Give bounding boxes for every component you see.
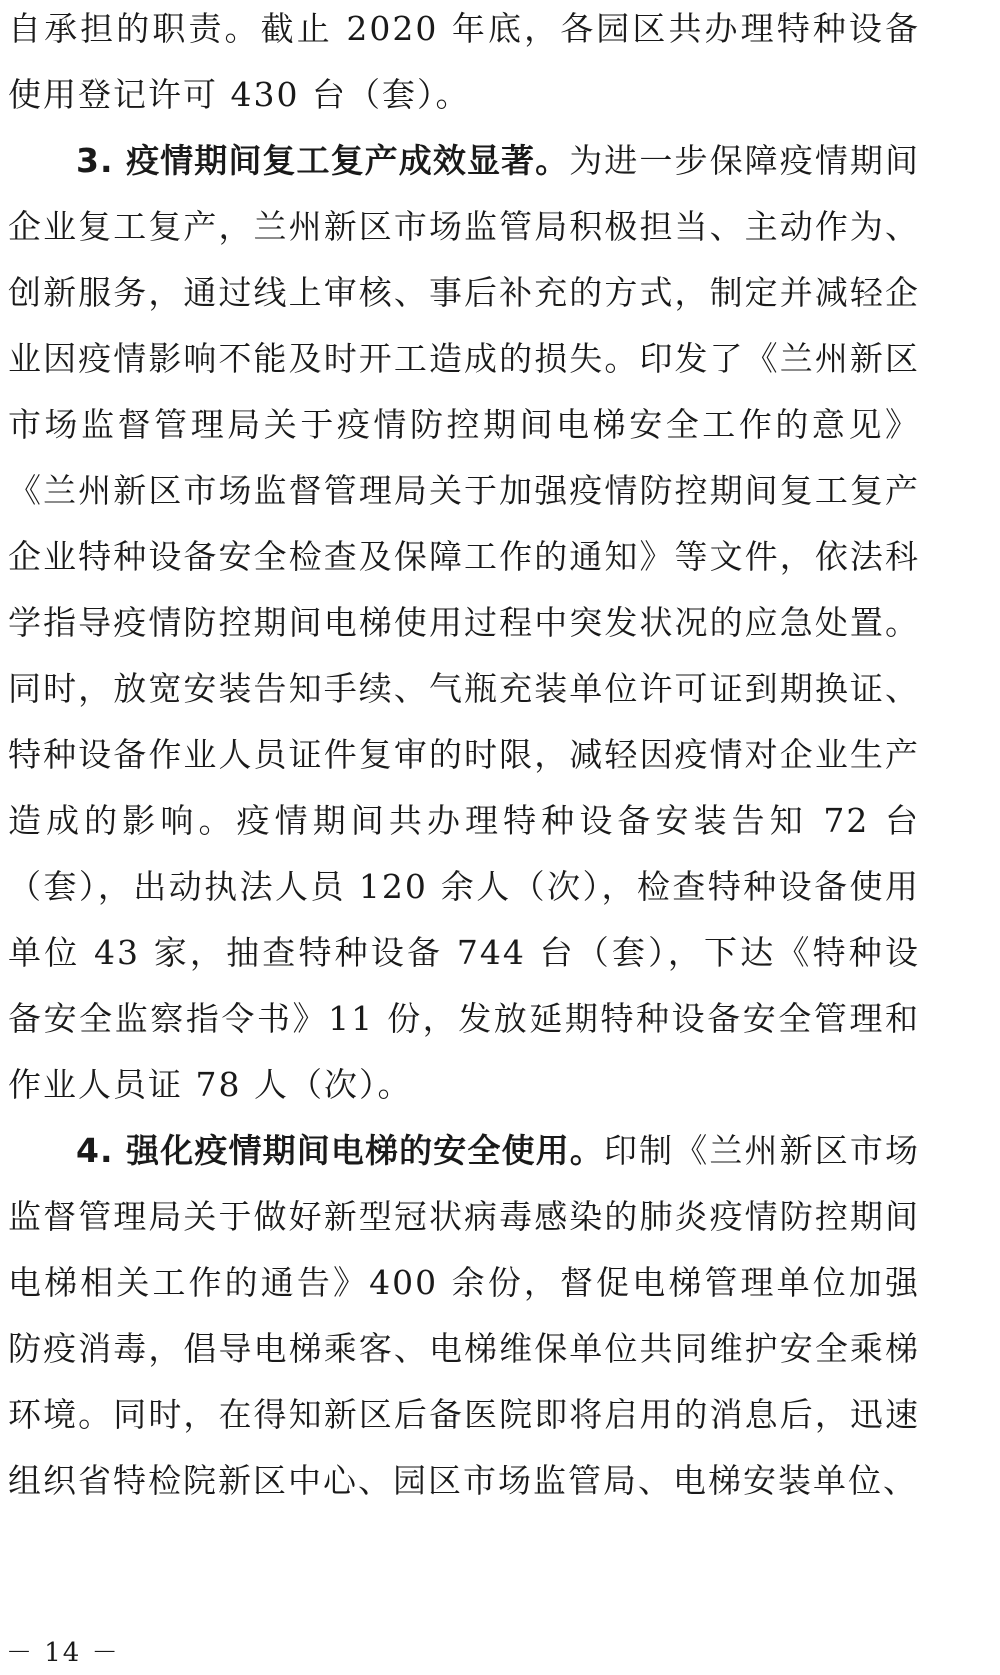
paragraph-section-3 <box>8 128 920 1118</box>
section-4-body: 印制《兰州新区市场监督管理局关于做好新型冠状病毒感染的肺炎疫情防控期间电梯相关工作的通告》400 余份，督促电梯管理单位加强防疫消毒，倡导电梯乘客、电梯维保单位共同维护安全乘梯环境。同时，在得知新区后备医院即将启用的消息后，迅速组织省特检院新区中心、园区市场监管局、电梯安装单位、 <box>8 1131 920 1500</box>
section-4-heading: 4. 强化疫情期间电梯的安全使用。 <box>76 1131 604 1170</box>
section-3-heading: 3. 疫情期间复工复产成效显著。 <box>76 141 570 180</box>
page-number: － 14 － <box>6 1638 120 1668</box>
document-body <box>8 0 920 1514</box>
section-3-body: 为进一步保障疫情期间企业复工复产，兰州新区市场监管局积极担当、主动作为、创新服务，通过线上审核、事后补充的方式，制定并减轻企业因疫情影响不能及时开工造成的损失。印发了《兰州新区市场监督管理局关于疫情防控期间电梯安全工作的意见》《兰州新区市场监督管理局关于加强疫情防控期间复工复产企业特种设备安全检查及保障工作的通知》等文件，依法科学指导疫情防控期间电梯使用过程中突发状况的应急处置。同时，放宽安装告知手续、气瓶充装单位许可证到期换证、特种设备作业人员证件复审的时限，减轻因疫情对企业生产造成的影响。疫情期间共办理特种设备安装告知 72 台（套），出动执法人员 120 余人（次），检查特种设备使用单位 43 家，抽查特种设备 744 台（套），下达《特种设备安全监察指令书》11 份，发放延期特种设备安全管理和作业人员证 78 人（次）。 <box>8 141 921 1104</box>
paragraph-continuation: 自承担的职责。截止 2020 年底，各园区共办理特种设备使用登记许可 430 台（套）。 <box>8 9 920 114</box>
paragraph-section-4 <box>8 1118 920 1514</box>
